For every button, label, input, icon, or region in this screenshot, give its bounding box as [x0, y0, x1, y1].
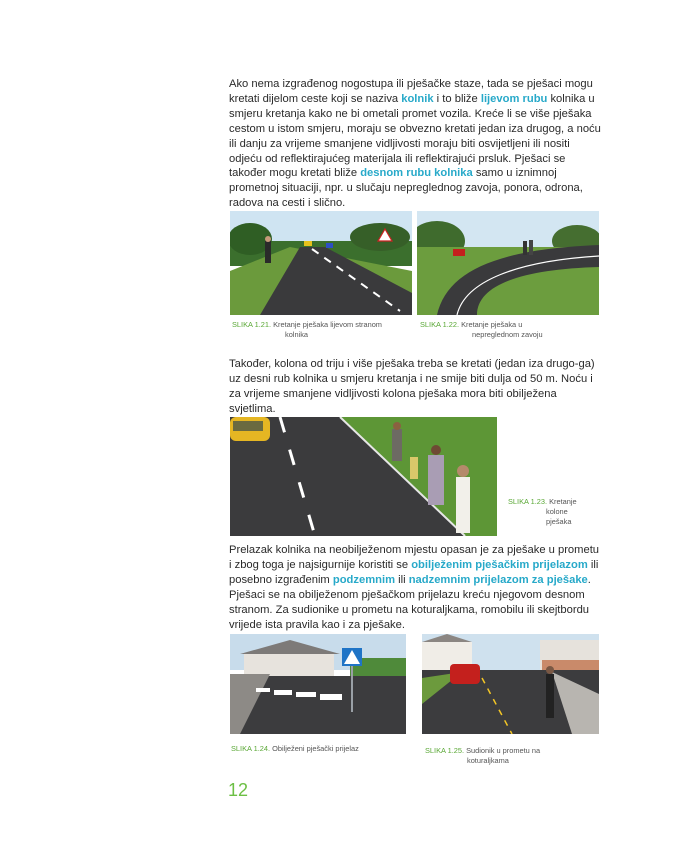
caption-figure-1-25: SLIKA 1.25. Sudionik u prometu na koturaljkama — [425, 746, 541, 765]
figure-1-22-image — [417, 211, 599, 315]
caption-figure-1-24: SLIKA 1.24. Obilježeni pješački prijelaz — [231, 744, 359, 753]
caption-figure-1-21: SLIKA 1.21. Kretanje pješaka lijevom stranom kolnika — [232, 320, 382, 339]
paragraph-pedestrian-column: Također, kolona od triju i više pješaka treba se kretati (jedan iza drugo-ga) uz desni rub kolnika u smjeru kretanja i ne smije biti dulja od 50 m. Noću i za vrijeme smanjene vidljivosti kolona pješaka mora biti obilježena svjetlima. — [229, 358, 595, 415]
highlight-left-edge: lijevom rubu — [480, 92, 548, 105]
caption-figure-1-22: SLIKA 1.22. Kretanje pješaka u nepreglednom zavoju — [420, 320, 543, 339]
highlight-right-edge: desnom rubu kolnika — [360, 167, 473, 180]
figure-1-25-image — [422, 634, 599, 734]
page-number: 12 — [228, 780, 249, 800]
caption-figure-1-23: SLIKA 1.23. Kretanje kolone pješaka — [508, 497, 577, 526]
highlight-underpass: podzemnim — [332, 573, 396, 586]
figure-1-21-image — [230, 211, 412, 315]
figure-1-24-image — [230, 634, 406, 734]
paragraph-crossing: Prelazak kolnika na neobilježenom mjestu opasan je za pješake u prometu i zbog toga je najsigurnije koristiti se obilježenim pješačkim prijelazom ili posebno izgrađenim podzemnim ili nadzemnim prijelazom za pješake. Pješaci se na obilježenom pješačkom prijelazu kreću njegovom desnom stranom. Za sudionike u prometu na koturaljkama, romobilu ili skejtbordu vrijede ista pravila kao i za pješake. — [229, 544, 600, 631]
highlight-overpass: nadzemnim prijelazom za pješake — [408, 573, 588, 586]
paragraph-pedestrians-roadway: Ako nema izgrađenog nogostupa ili pješačke staze, tada se pješaci mogu kretati dijelom ceste koji se naziva kolnik i to bliže lijevom rubu kolnika u smjeru kretanja kako ne bi ometali promet vozila. Kreće li se više pješaka cestom u istom smjeru, moraju se obvezno kretati jedan iza drugog, a noću ili danju za vrijeme smanjene vidljivosti moraju biti osvijetljeni ili nositi odjeću od reflektirajućeg materijala ili reflektirajući prsluk. Pješaci se također mogu kretati bliže desnom rubu kolnika samo u iznimnoj prometnoj situaciji, npr. u slučaju nepreglednog zavoja, ponora, odrona, radova na cesti i slično. — [229, 78, 601, 210]
highlight-kolnik: kolnik — [401, 92, 434, 105]
highlight-marked-crossing: obilježenim pješačkim prijelazom — [411, 558, 588, 571]
figure-1-23-image — [230, 417, 497, 536]
